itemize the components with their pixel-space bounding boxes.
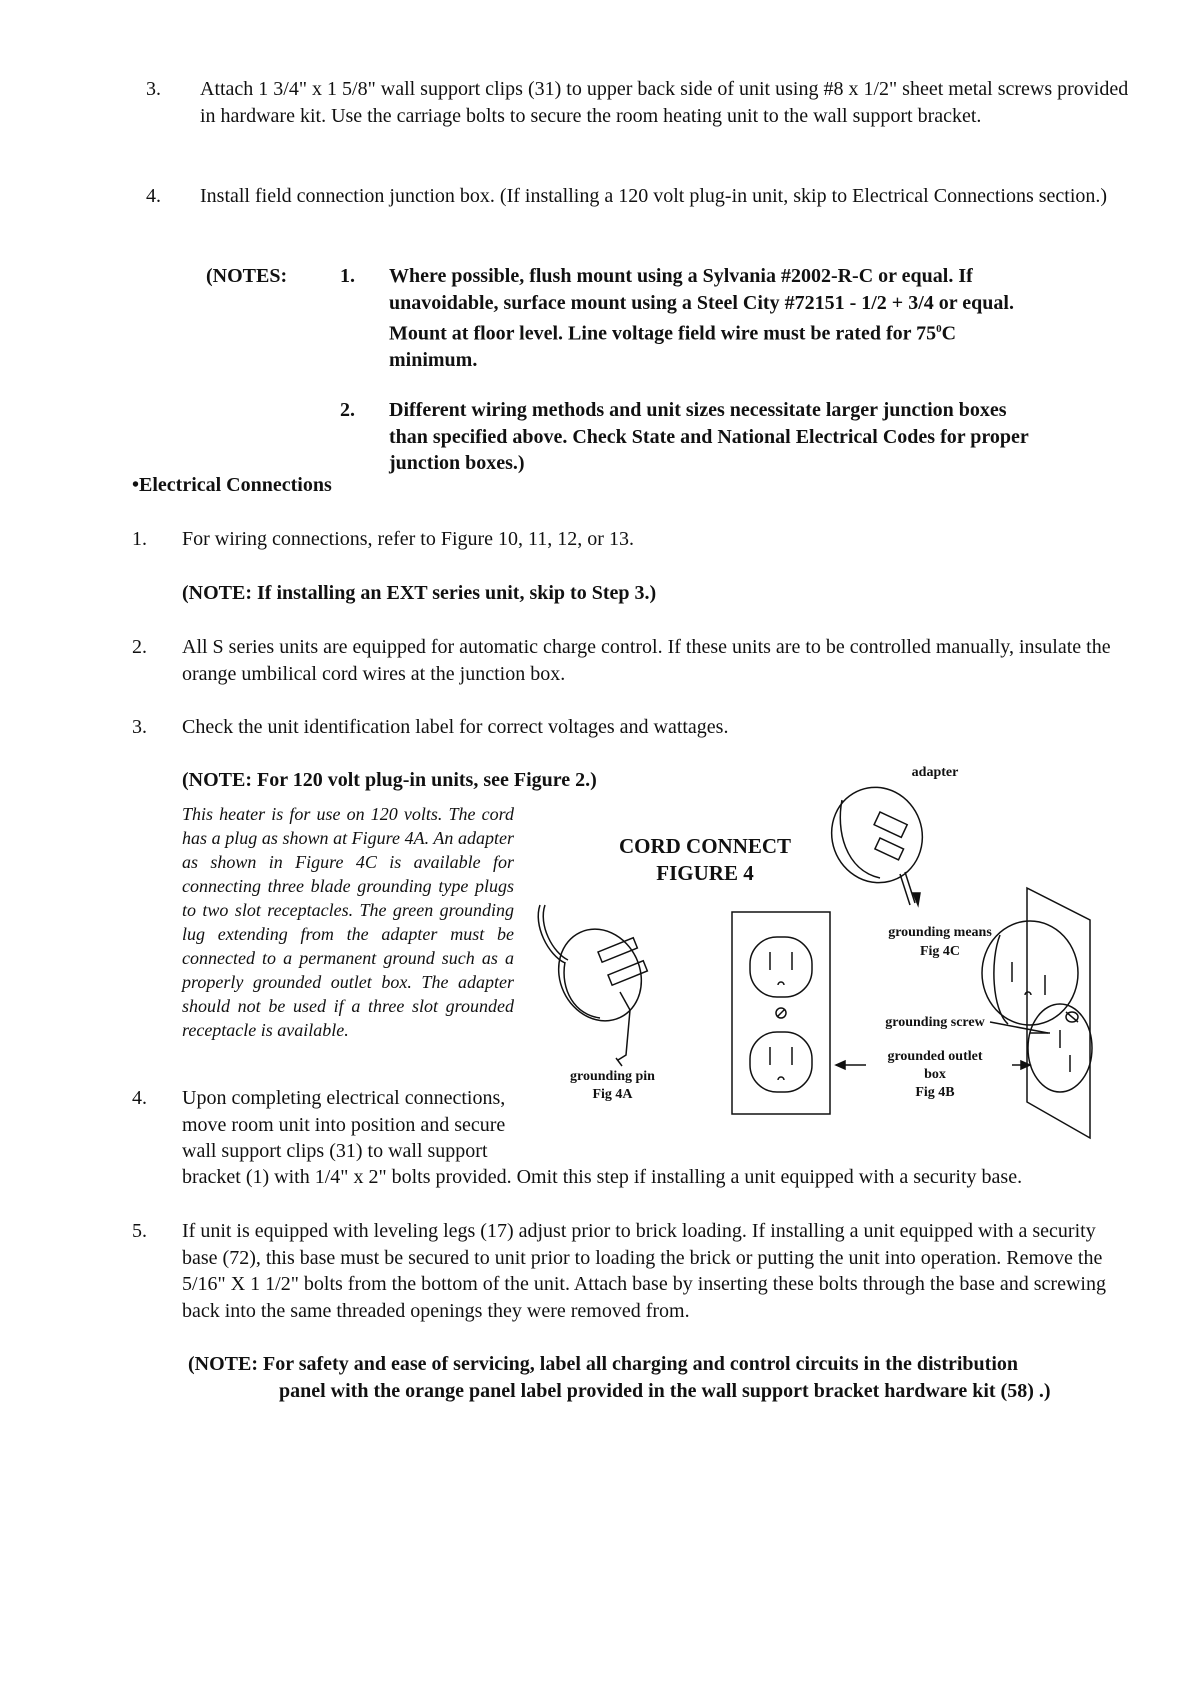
label-fig4c: Fig 4C xyxy=(919,944,961,959)
wall-adapter-installed xyxy=(982,888,1092,1138)
label-adapter: adapter xyxy=(911,765,959,780)
step-number: 2. xyxy=(132,636,147,658)
figure-title-line1: CORD CONNECT xyxy=(618,834,792,858)
final-note-line1: (NOTE: For safety and ease of servicing, label all charging and control circuits in the distribution xyxy=(188,1353,1018,1375)
step-text: Check the unit identification label for correct voltages and wattages. xyxy=(182,716,729,738)
notes-label: (NOTES: xyxy=(206,265,288,287)
label-fig4b: Fig 4B xyxy=(915,1085,955,1100)
step-text: If unit is equipped with leveling legs (17) adjust prior to brick loading. If installing a unit equipped with a security base (72), this base must be secured to unit prior to loading the brick or putting the unit into operation. Remove the 5/16" X 1 1/2" bolts from the bottom of the unit. Attach base by inserting these bolts through the base and screwing back into the same threaded openings they were removed from. xyxy=(182,1220,1106,1322)
note-skip: (NOTE: If installing an EXT series unit, skip to Step 3.) xyxy=(182,582,657,604)
figure-title-line2: FIGURE 4 xyxy=(656,861,754,885)
section-heading: •Electrical Connections xyxy=(132,474,332,496)
step-text: All S series units are equipped for automatic charge control. If these units are to be controlled manually, insulate the orange umbilical cord wires at the junction box. xyxy=(182,636,1111,685)
step-text-narrow: Upon completing electrical connections, move room unit into position and secure wall support clips (31) to wall support xyxy=(182,1087,506,1162)
label-grounding-pin: grounding pin xyxy=(570,1069,655,1084)
step-text: For wiring connections, refer to Figure 10, 11, 12, or 13. xyxy=(182,528,634,550)
label-grounded-outlet: grounded outlet xyxy=(887,1049,983,1064)
step-text-wide: bracket (1) with 1/4" x 2" bolts provided. Omit this step if installing a unit equipped with a security base. xyxy=(182,1166,1023,1188)
final-note-line2: panel with the orange panel label provided in the wall support bracket hardware kit (58) .) xyxy=(279,1380,1051,1402)
adapter-fig4c xyxy=(818,775,935,905)
step-number: 3. xyxy=(132,716,147,738)
note-text: Different wiring methods and unit sizes necessitate larger junction boxes than specified above. Check State and National Electrical Codes for proper junction boxes.) xyxy=(389,399,1029,474)
label-fig4a: Fig 4A xyxy=(592,1087,633,1102)
step-number: 4. xyxy=(132,1087,147,1109)
note-plugin: (NOTE: For 120 volt plug-in units, see Figure 2.) xyxy=(182,769,597,791)
label-grounding-screw: grounding screw xyxy=(885,1015,985,1030)
step-number: 4. xyxy=(146,185,161,207)
step-number: 1. xyxy=(132,528,147,550)
step-number: 5. xyxy=(132,1220,147,1242)
step-text: Install field connection junction box. (If installing a 120 volt plug-in unit, skip to Electrical Connections section.) xyxy=(200,185,1108,207)
step-text: Attach 1 3/4" x 1 5/8" wall support clips (31) to upper back side of unit using #8 x 1/2" sheet metal screws provided in hardware kit. Use the carriage bolts to secure the room heating unit to the wall support bracket. xyxy=(200,78,1129,127)
note-number: 1. xyxy=(340,265,355,287)
note-text: Where possible, flush mount using a Sylvania #2002-R-C or equal. If unavoidable, surface mount using a Steel City #72151 - 1/2 + 3/4 or equal. Mount at floor level. Line voltage field wire must be rated for $75^0C$ minimum. xyxy=(389,265,1014,372)
italic-instructions: This heater is for use on 120 volts. The cord has a plug as shown at Figure 4A. An adapter as shown in Figure 4C is available for connecting three blade grounding type plugs to two slot receptacles. The green grounding lug extending from the adapter must be connected to a permanent ground such as a properly grounded outlet box. The adapter should not be used if a three slot grounded receptacle is available. xyxy=(182,804,514,1040)
label-grounding-means: grounding means xyxy=(888,925,992,940)
plug-fig4a xyxy=(538,905,656,1066)
step-number: 3. xyxy=(146,78,161,100)
note-number: 2. xyxy=(340,399,355,421)
label-grounded-outlet-box: box xyxy=(924,1067,946,1082)
receptacle-fig4b xyxy=(732,912,866,1114)
